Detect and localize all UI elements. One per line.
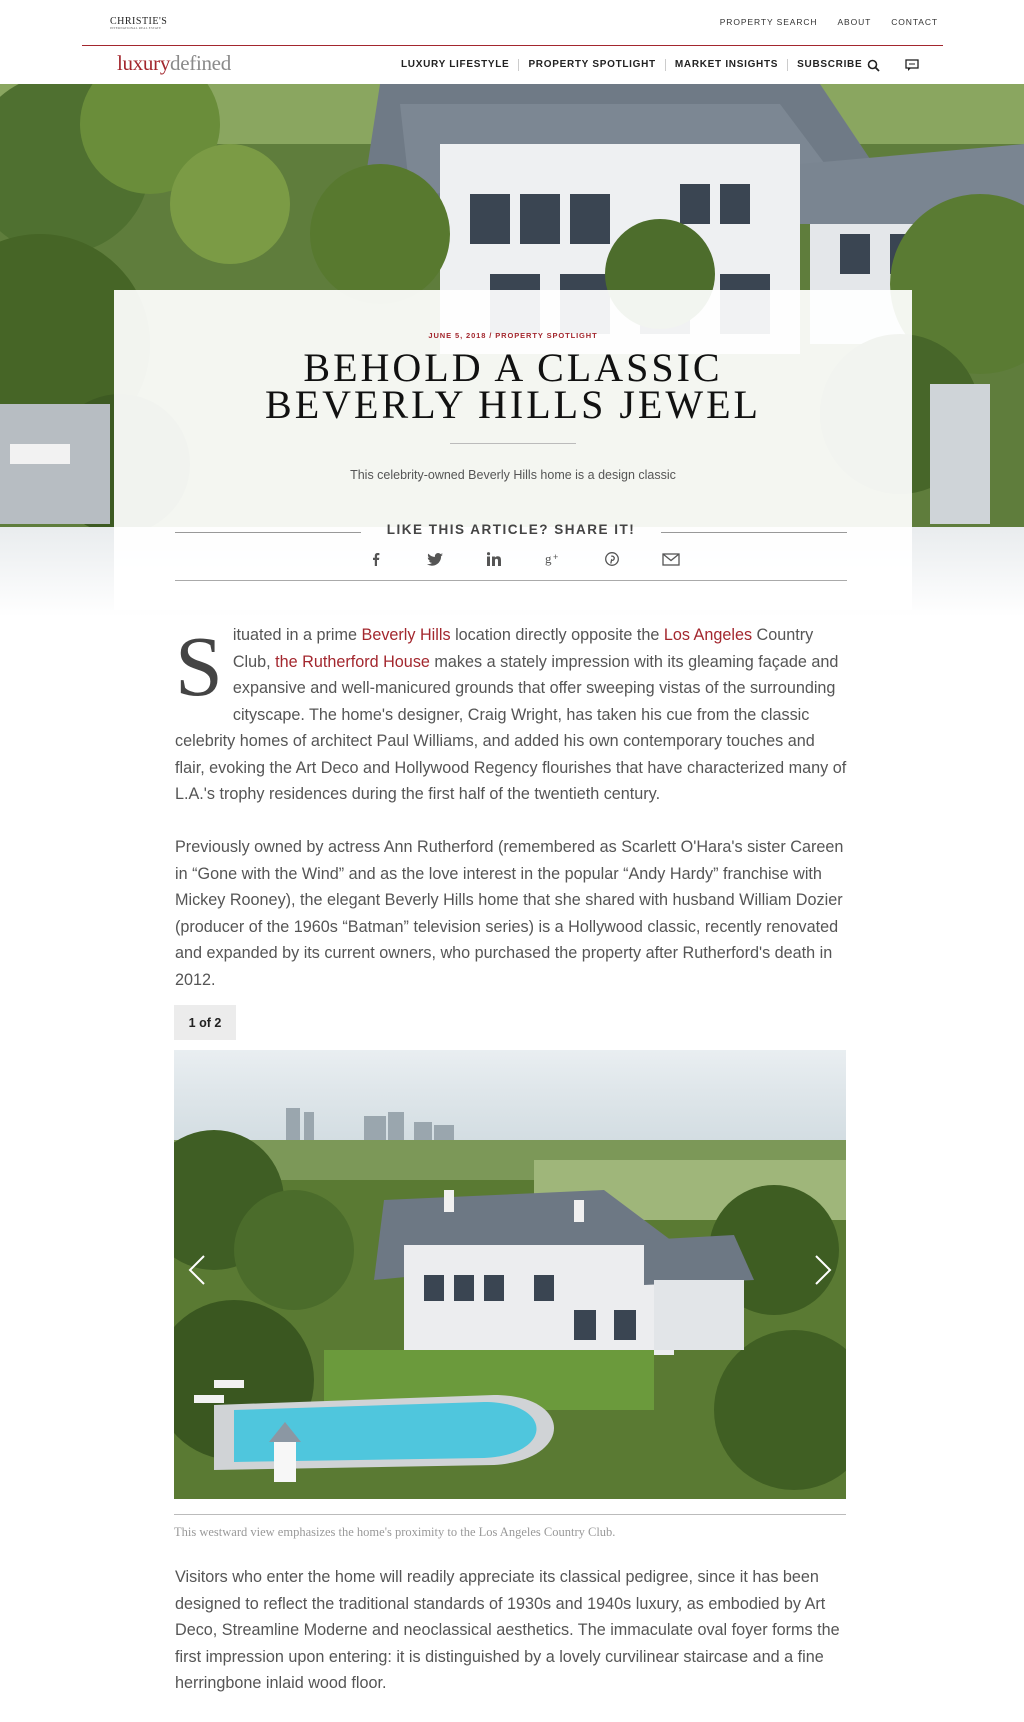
contact-link[interactable]: CONTACT (891, 17, 938, 27)
brand-subtitle: INTERNATIONAL REAL ESTATE (110, 26, 162, 30)
top-links (720, 17, 938, 27)
nav-subscribe[interactable]: SUBSCRIBE (797, 59, 863, 70)
gallery-prev-arrow[interactable] (182, 1250, 212, 1290)
search-icon[interactable] (864, 56, 882, 74)
photo-gallery[interactable] (174, 1050, 846, 1499)
feedback-icon[interactable] (903, 56, 921, 74)
gallery-photo (174, 1050, 846, 1499)
luxury-defined-logo[interactable] (117, 51, 231, 76)
page-title (114, 345, 912, 427)
logo-part-2: defined (170, 51, 231, 75)
p1-text-2: location directly opposite the (450, 626, 664, 644)
main-nav (392, 59, 871, 71)
main-nav-bar (0, 46, 1024, 84)
gallery-caption: This westward view emphasizes the home's proximity to the Los Angeles Country Club. (174, 1525, 616, 1539)
beverly-hills-link[interactable]: Beverly Hills (361, 626, 451, 644)
about-link[interactable]: ABOUT (837, 17, 872, 27)
gallery-next-arrow[interactable] (808, 1250, 838, 1290)
nav-market-insights[interactable]: MARKET INSIGHTS (666, 59, 788, 71)
title-line-1: BEHOLD A CLASSIC (303, 345, 723, 390)
pinterest-icon[interactable] (582, 550, 641, 568)
twitter-icon[interactable] (405, 550, 464, 568)
nav-property-spotlight[interactable]: PROPERTY SPOTLIGHT (519, 59, 665, 71)
linkedin-icon[interactable] (464, 550, 523, 568)
nav-luxury-lifestyle[interactable]: LUXURY LIFESTYLE (392, 59, 519, 71)
drop-cap: S (175, 618, 223, 714)
article-meta[interactable]: JUNE 5, 2018 / PROPERTY SPOTLIGHT (428, 331, 598, 340)
top-bar (0, 0, 1024, 46)
share-bar (175, 522, 847, 580)
brand-name: CHRISTIE'S (110, 16, 168, 27)
logo-part-1: luxury (117, 51, 171, 75)
svg-text:+: + (552, 552, 558, 562)
svg-text:g: g (544, 552, 551, 566)
p1-text-3: Country Club, (232, 626, 814, 671)
los-angeles-link[interactable]: Los Angeles (663, 626, 753, 644)
google-plus-icon[interactable] (523, 550, 582, 568)
facebook-icon[interactable] (346, 550, 405, 568)
email-icon[interactable] (641, 550, 700, 568)
p2-text: Previously owned by actress Ann Rutherford (remembered as Scarlett O'Hara's sister Careen in “Gone with the Wind” and as the love interest in the popular “Andy Hardy” franchise with Mickey Rooney), the elegant Beverly Hills home that she shared with husband William Dozier (producer of the 1960s “Batman” television series) is a Hollywood classic, recently renovated and expanded by its current owners, who purchased the property after Rutherford's death in 2012. (175, 838, 844, 989)
p3-text: Visitors who enter the home will readily appreciate its classical pedigree, since it has been designed to reflect the traditional standards of 1930s and 1940s luxury, as embodied by Art Deco, Streamline Moderne and neoclassical aesthetics. The immaculate oval foyer forms the first impression upon entering: it is distinguished by a lovely curvilinear staircase and a fine herringbone inlaid wood floor. (175, 1568, 840, 1692)
property-search-link[interactable]: PROPERTY SEARCH (719, 17, 818, 27)
article-paragraph-1 (175, 618, 847, 808)
share-label: LIKE THIS ARTICLE? SHARE IT! (386, 522, 636, 537)
share-icons (346, 550, 700, 568)
share-bottom-rule (175, 580, 847, 581)
christies-logo[interactable] (110, 16, 167, 30)
article-paragraph-2 (175, 834, 847, 993)
title-line-2: BEVERLY HILLS JEWEL (265, 382, 761, 427)
rutherford-house-link[interactable]: the Rutherford House (275, 652, 430, 671)
article-paragraph-3 (175, 1564, 847, 1697)
article-dek: This celebrity-owned Beverly Hills home is a design classic (350, 468, 676, 482)
title-rule (450, 443, 576, 444)
p1-text-4: makes a stately impression with its gleaming façade and expansive and well-manicured grounds that offer sweeping vistas of the surrounding cityscape. The home's designer, Craig Wright, has taken his cue from the classic celebrity homes of architect Paul Williams, and added his own contemporary touches and flair, evoking the Art Deco and Hollywood Regency flourishes that have characterized many of L.A.'s trophy residences during the first half of the twentieth century. (175, 652, 847, 803)
p1-text-1: ituated in a prime (232, 626, 362, 644)
caption-rule (174, 1514, 846, 1515)
gallery-counter: 1 of 2 (174, 1005, 236, 1040)
